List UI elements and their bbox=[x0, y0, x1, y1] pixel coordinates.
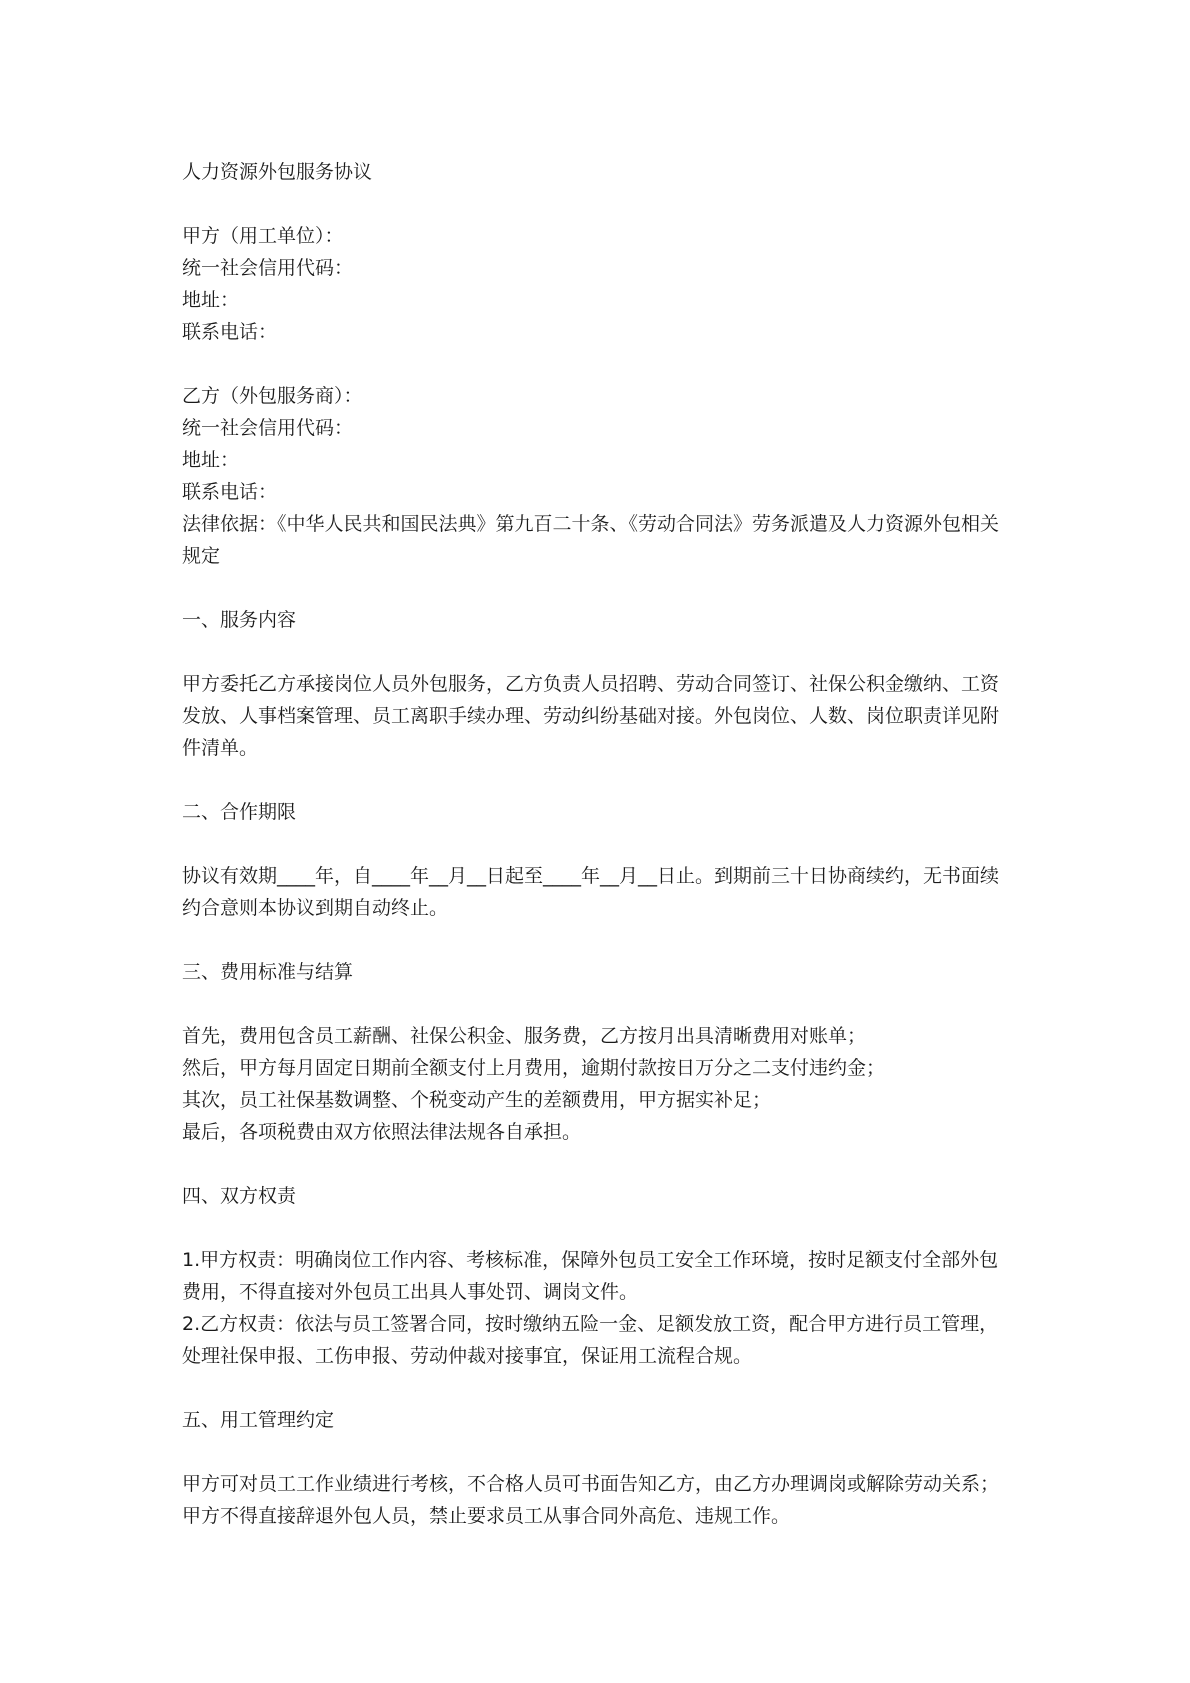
section-paragraph: 甲方委托乙方承接岗位人员外包服务，乙方负责人员招聘、劳动合同签订、社保公积金缴纳、工资发放、人事档案管理、员工离职手续办理、劳动纠纷基础对接。外包岗位、人数、岗位职责详见附件清单。 bbox=[182, 673, 1000, 759]
spacer bbox=[182, 924, 1012, 956]
document-body bbox=[182, 156, 1012, 1532]
spacer bbox=[182, 828, 1012, 860]
spacer bbox=[182, 1212, 1012, 1244]
spacer bbox=[182, 1436, 1012, 1468]
spacer bbox=[182, 764, 1012, 796]
section-paragraph: 最后，各项税费由双方依照法律法规各自承担。 bbox=[182, 1121, 582, 1143]
section-heading: 二、合作期限 bbox=[182, 801, 297, 823]
section-1 bbox=[182, 604, 1012, 764]
section-paragraph: 其次，员工社保基数调整、个税变动产生的差额费用，甲方据实补足； bbox=[182, 1089, 772, 1111]
party-b-phone: 联系电话： bbox=[182, 481, 278, 503]
section-paragraph: 甲方可对员工工作业绩进行考核，不合格人员可书面告知乙方，由乙方办理调岗或解除劳动关系；甲方不得直接辞退外包人员，禁止要求员工从事合同外高危、违规工作。 bbox=[182, 1473, 1000, 1527]
spacer bbox=[182, 348, 1012, 380]
spacer bbox=[182, 988, 1012, 1020]
document-title: 人力资源外包服务协议 bbox=[182, 161, 373, 183]
spacer bbox=[182, 1148, 1012, 1180]
section-2 bbox=[182, 796, 1012, 924]
section-heading: 五、用工管理约定 bbox=[182, 1409, 335, 1431]
section-heading: 三、费用标准与结算 bbox=[182, 961, 354, 983]
party-a-phone: 联系电话： bbox=[182, 321, 278, 343]
section-paragraph: 协议有效期____年，自____年__月__日起至____年__月__日止。到期前三十日协商续约，无书面续约合意则本协议到期自动终止。 bbox=[182, 865, 1000, 919]
section-heading: 一、服务内容 bbox=[182, 609, 297, 631]
party-a-block bbox=[182, 220, 1012, 348]
section-paragraph: 2.乙方权责：依法与员工签署合同，按时缴纳五险一金、足额发放工资，配合甲方进行员工管理，处理社保申报、工伤申报、劳动仲裁对接事宜，保证用工流程合规。 bbox=[182, 1313, 999, 1367]
party-a-credit-code: 统一社会信用代码： bbox=[182, 257, 354, 279]
party-b-credit-code: 统一社会信用代码： bbox=[182, 417, 354, 439]
spacer bbox=[182, 1372, 1012, 1404]
section-5 bbox=[182, 1404, 1012, 1532]
legal-basis: 法律依据：《中华人民共和国民法典》第九百二十条、《劳动合同法》劳务派遣及人力资源外包相关规定 bbox=[182, 513, 1000, 567]
section-heading: 四、双方权责 bbox=[182, 1185, 297, 1207]
party-b-name: 乙方（外包服务商）： bbox=[182, 385, 363, 407]
section-3 bbox=[182, 956, 1012, 1148]
section-4 bbox=[182, 1180, 1012, 1372]
section-paragraph: 首先，费用包含员工薪酬、社保公积金、服务费，乙方按月出具清晰费用对账单； bbox=[182, 1025, 867, 1047]
section-paragraph: 1.甲方权责：明确岗位工作内容、考核标准，保障外包员工安全工作环境，按时足额支付全部外包费用，不得直接对外包员工出具人事处罚、调岗文件。 bbox=[182, 1249, 999, 1303]
section-paragraph: 然后，甲方每月固定日期前全额支付上月费用，逾期付款按日万分之二支付违约金； bbox=[182, 1057, 886, 1079]
party-a-address: 地址： bbox=[182, 289, 240, 311]
spacer bbox=[182, 636, 1012, 668]
party-b-block bbox=[182, 380, 1012, 572]
spacer bbox=[182, 572, 1012, 604]
party-a-name: 甲方（用工单位）： bbox=[182, 225, 344, 247]
party-b-address: 地址： bbox=[182, 449, 240, 471]
